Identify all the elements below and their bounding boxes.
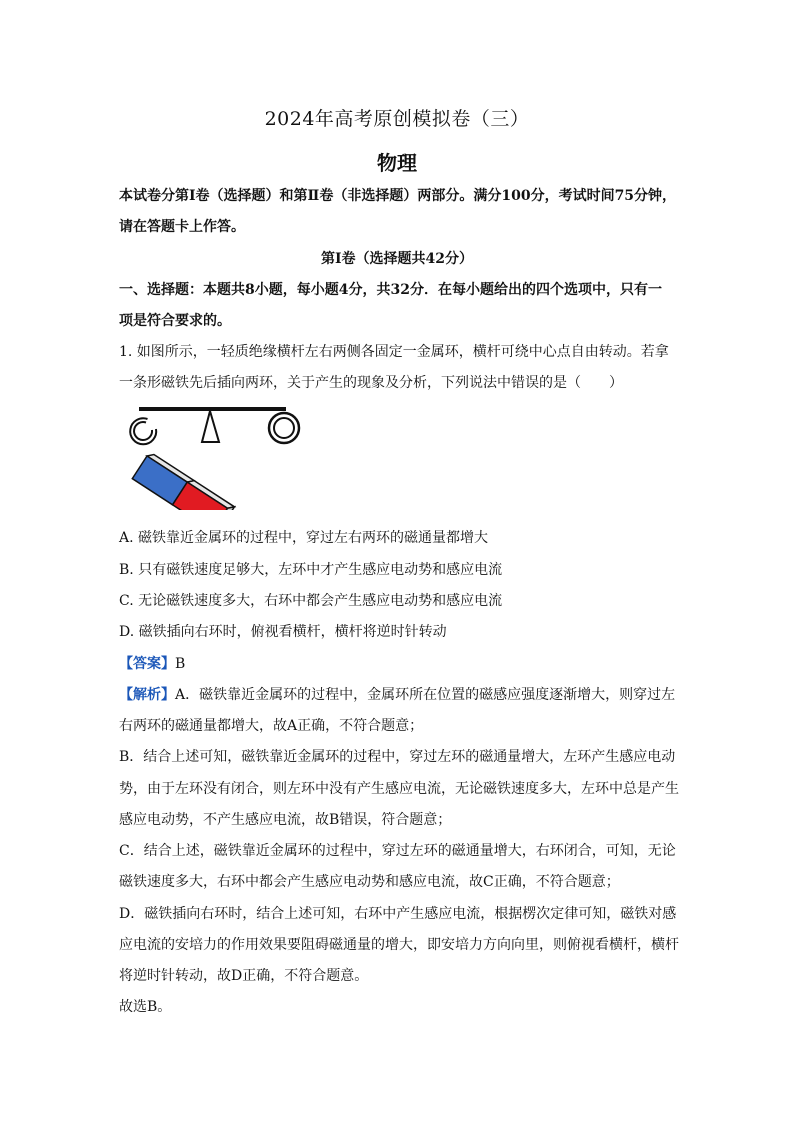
- section-heading: 第Ⅰ卷（选择题共42分）: [320, 251, 474, 267]
- pivot-triangle: [202, 411, 219, 442]
- analysis-conclusion: 故选B。: [119, 999, 172, 1015]
- answer-value: B: [175, 656, 186, 672]
- section-instructions-1: 一、选择题：本题共8小题，每小题4分，共32分．在每小题给出的四个选项中，只有一: [119, 282, 662, 298]
- answer-row: [119, 655, 679, 673]
- analysis-line-8: D．磁铁插向右环时，结合上述可知，右环中产生感应电流，根据楞次定律可知，磁铁对感: [119, 906, 677, 922]
- analysis-line-2: 右两环的磁通量都增大，故A正确，不符合题意；: [119, 718, 424, 734]
- intro-line-1: 本试卷分第Ⅰ卷（选择题）和第Ⅱ卷（非选择题）两部分。满分100分，考试时间75分钟，: [119, 188, 677, 204]
- analysis-line-5: 感应电动势，不产生感应电流，故B错误，符合题意；: [119, 812, 452, 828]
- analysis-label: 【解析】: [119, 687, 175, 703]
- option-b: B. 只有磁铁速度足够大，左环中才产生感应电动势和感应电流: [119, 562, 503, 578]
- analysis-line-3: B．结合上述可知，磁铁靠近金属环的过程中，穿过左环的磁通量增大，左环产生感应电动: [119, 749, 676, 765]
- intro-line-2: 请在答题卡上作答。: [119, 219, 245, 235]
- crossbar: [139, 407, 286, 411]
- option-d: D. 磁铁插向右环时，俯视看横杆，横杆将逆时针转动: [119, 624, 447, 640]
- analysis-line-4: 势，由于左环没有闭合，则左环中没有产生感应电流，无论磁铁速度多大，左环中总是产生: [119, 781, 679, 797]
- left-open-ring-inner: [134, 422, 152, 440]
- analysis-line-6: C．结合上述，磁铁靠近金属环的过程中，穿过左环的磁通量增大，右环闭合，可知，无论: [119, 843, 676, 859]
- section-instructions-2: 项是符合要求的。: [119, 313, 231, 329]
- subject-heading: 物理: [377, 151, 417, 175]
- answer-label: 【答案】: [119, 656, 175, 672]
- question-stem-1: 1. 如图所示，一轻质绝缘横杆左右两侧各固定一金属环，横杆可绕中心点自由转动。若拿: [119, 344, 669, 360]
- analysis-line-1: 【解析】A．磁铁靠近金属环的过程中，金属环所在位置的磁感应强度逐渐增大，则穿过左: [119, 687, 676, 703]
- option-a: A. 磁铁靠近金属环的过程中，穿过左右两环的磁通量都增大: [119, 530, 489, 546]
- question-stem-2: 一条形磁铁先后插向两环，关于产生的现象及分析，下列说法中错误的是（ ）: [119, 375, 623, 391]
- right-closed-ring-inner: [274, 418, 294, 438]
- analysis-line-10: 将逆时针转动，故D正确，不符合题意。: [119, 968, 369, 984]
- option-c: C. 无论磁铁速度多大，右环中都会产生感应电动势和感应电流: [119, 593, 503, 609]
- crossbar-magnet-figure: [117, 400, 307, 510]
- page-title: 2024年高考原创模拟卷（三）: [264, 108, 530, 130]
- analysis-line-9: 应电流的安培力的作用效果要阻碍磁通量的增大，即安培力方向向里，则俯视看横杆，横杆: [119, 937, 679, 953]
- analysis-line-7: 磁铁速度多大，右环中都会产生感应电动势和感应电流，故C正确，不符合题意；: [119, 874, 620, 890]
